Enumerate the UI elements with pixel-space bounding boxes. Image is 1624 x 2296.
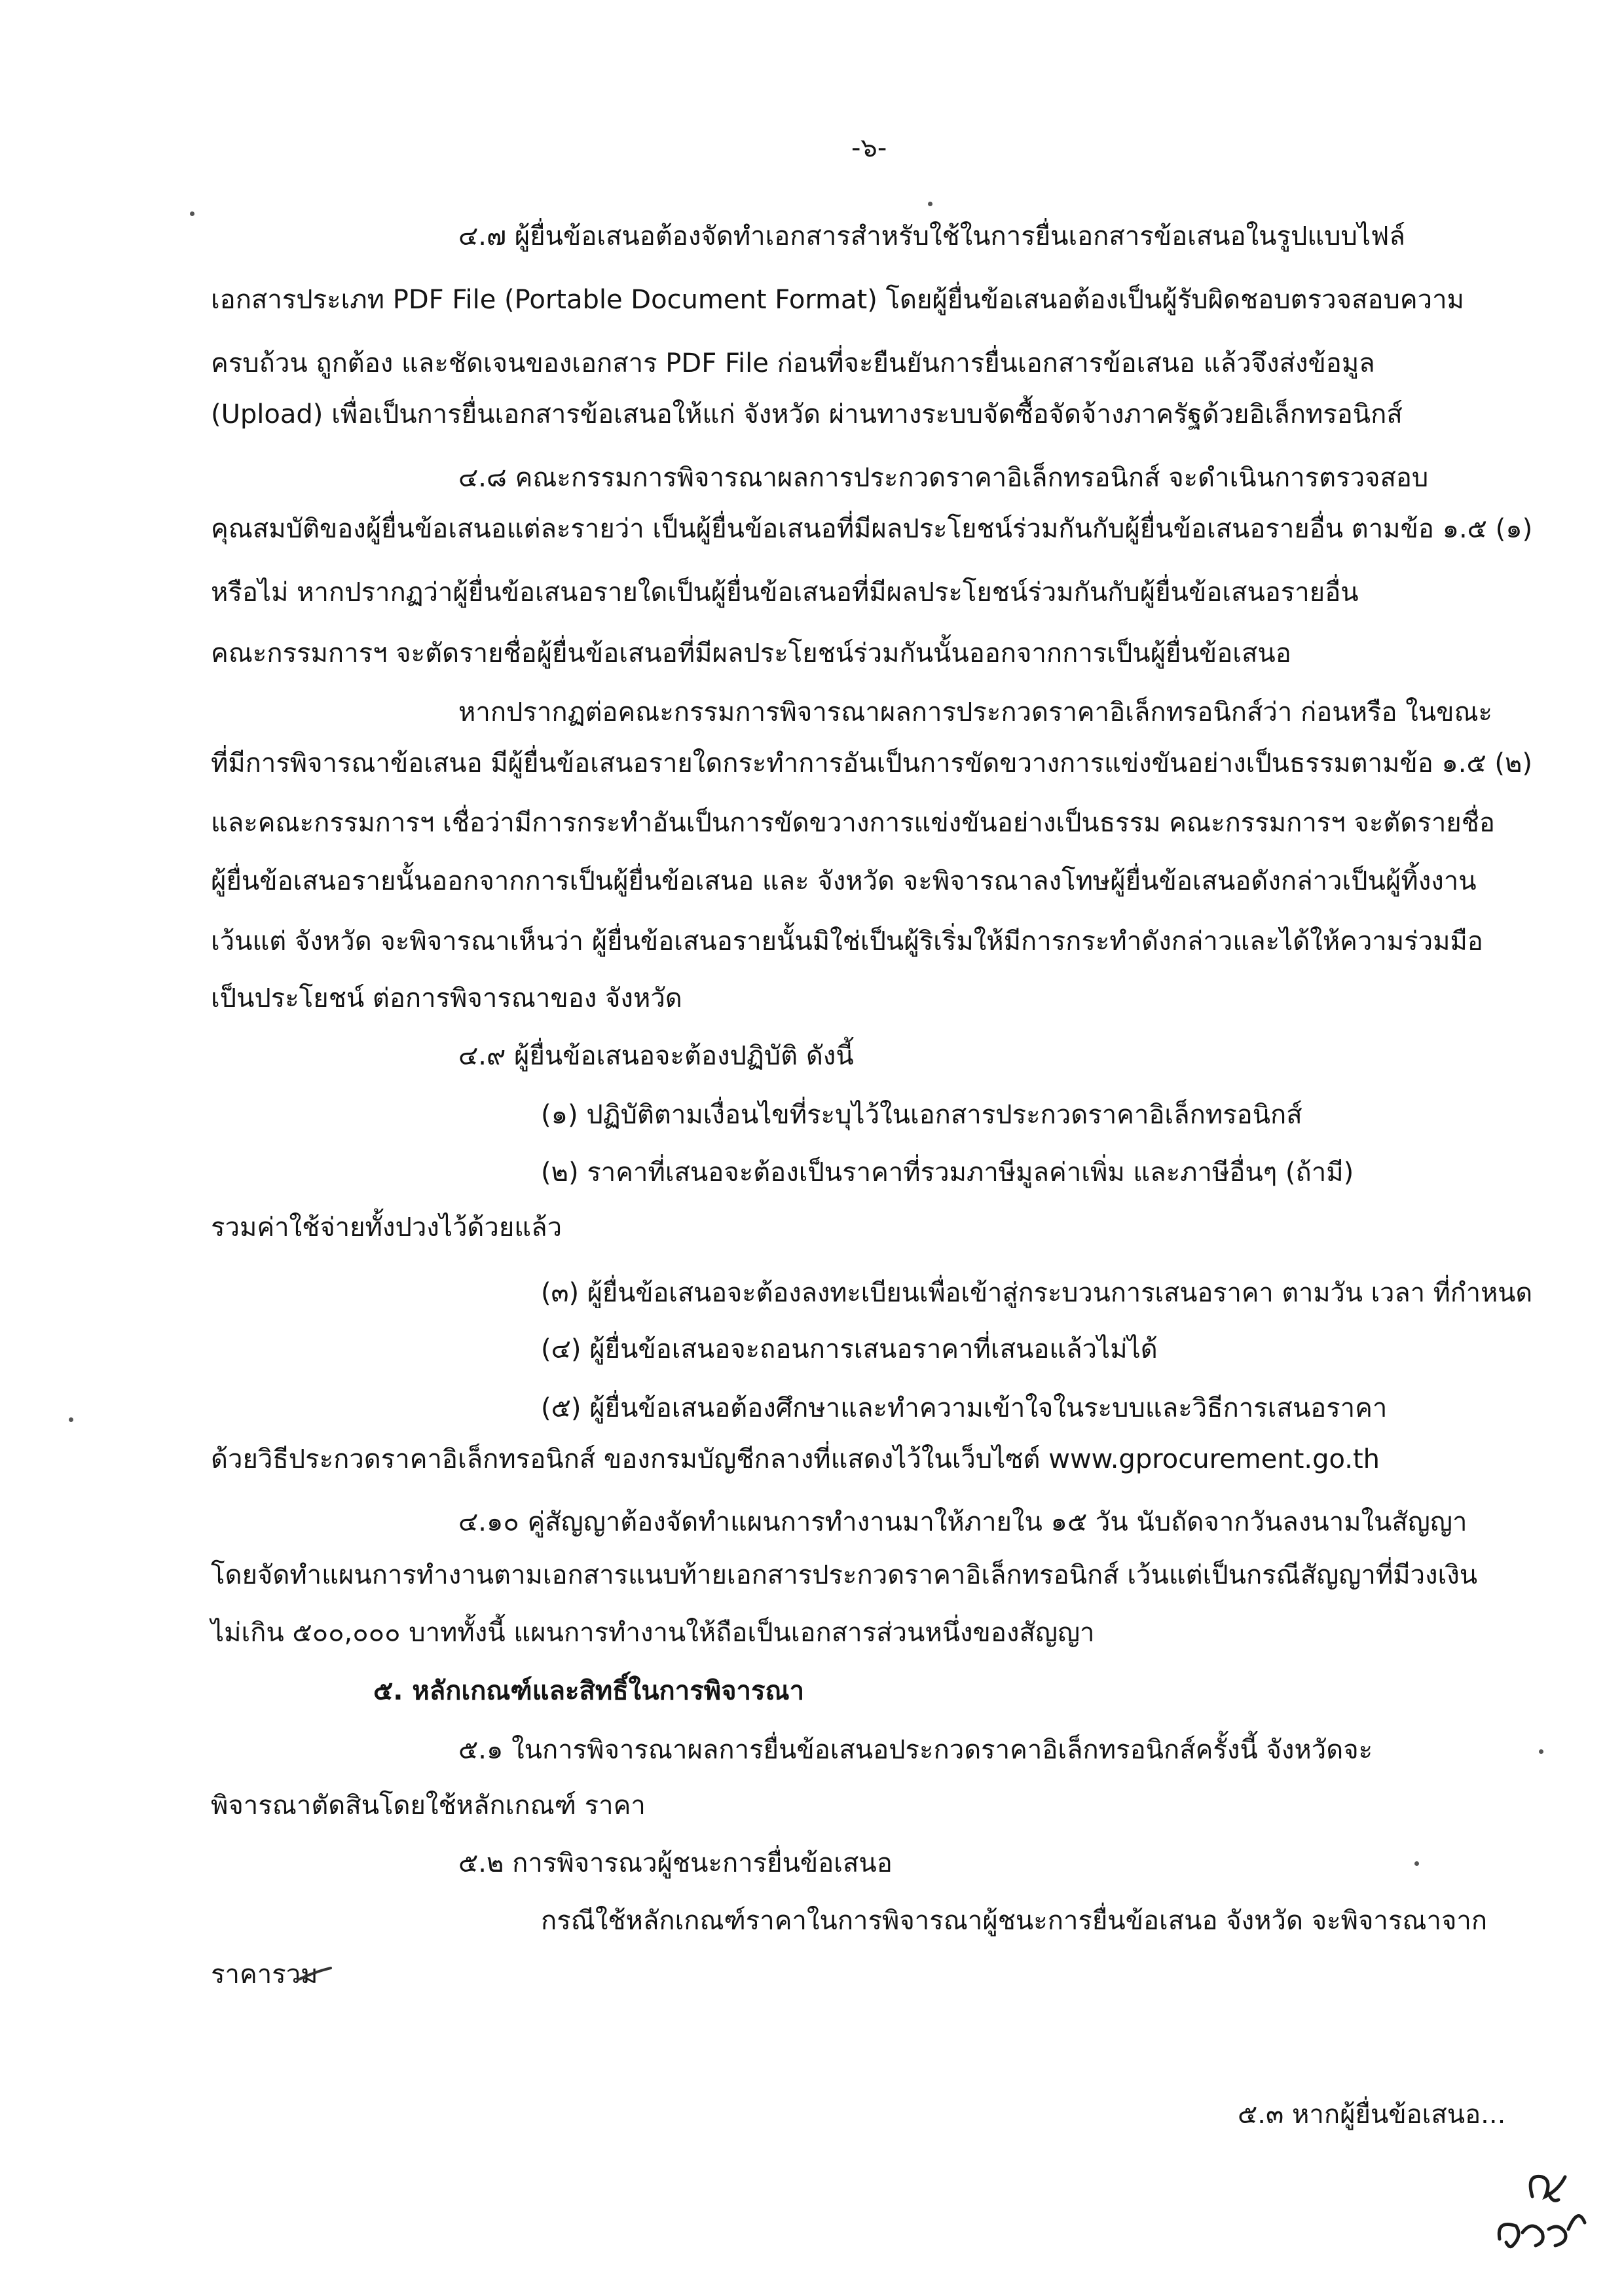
para-4-9-item-3: (๓) ผู้ยื่นข้อเสนอจะต้องลงทะเบียนเพื่อเข้าสู่กระบวนการเสนอราคา ตามวัน เวลา ที่กำหนด bbox=[541, 1278, 1533, 1308]
para-5-2-line-1: กรณีใช้หลักเกณฑ์ราคาในการพิจารณาผู้ชนะการยื่นข้อเสนอ จังหวัด จะพิจารณาจาก bbox=[541, 1906, 1488, 1936]
para-4-8b-line-2: ที่มีการพิจารณาข้อเสนอ มีผู้ยื่นข้อเสนอรายใดกระทำการอันเป็นการขัดขวางการแข่งขันอย่างเป็นธรรมตามข้อ ๑.๕ (๒) bbox=[211, 748, 1532, 778]
scan-mark bbox=[69, 1417, 73, 1422]
para-4-10-line-2: โดยจัดทำแผนการทำงานตามเอกสารแนบท้ายเอกสารประกวดราคาอิเล็กทรอนิกส์ เว้นแต่เป็นกรณีสัญญาที่มีวงเงิน bbox=[211, 1560, 1478, 1590]
para-5-1-line-2: พิจารณาตัดสินโดยใช้หลักเกณฑ์ ราคา bbox=[211, 1791, 646, 1821]
page-number: -๖- bbox=[851, 133, 887, 163]
para-4-8b-line-4: ผู้ยื่นข้อเสนอรายนั้นออกจากการเป็นผู้ยื่นข้อเสนอ และ จังหวัด จะพิจารณาลงโทษผู้ยื่นข้อเสนอดังกล่าวเป็นผู้ทิ้งงาน bbox=[211, 866, 1477, 896]
signature-initials bbox=[1486, 2167, 1591, 2265]
section-5-heading: ๕. หลักเกณฑ์และสิทธิ์ในการพิจารณา bbox=[373, 1676, 805, 1706]
para-4-10-line-3: ไม่เกิน ๕๐๐,๐๐๐ บาททั้งนี้ แผนการทำงานให้ถือเป็นเอกสารส่วนหนึ่งของสัญญา bbox=[211, 1618, 1095, 1648]
para-5-1-line-1: ๕.๑ ในการพิจารณาผลการยื่นข้อเสนอประกวดราคาอิเล็กทรอนิกส์ครั้งนี้ จังหวัดจะ bbox=[458, 1735, 1373, 1765]
scan-mark bbox=[1539, 1749, 1543, 1754]
para-4-8-line-1: ๔.๘ คณะกรรมการพิจารณาผลการประกวดราคาอิเล็กทรอนิกส์ จะดำเนินการตรวจสอบ bbox=[458, 463, 1429, 493]
para-4-8b-line-3: และคณะกรรมการฯ เชื่อว่ามีการกระทำอันเป็นการขัดขวางการแข่งขันอย่างเป็นธรรม คณะกรรมการฯ จะตัดรายชื่อ bbox=[211, 808, 1495, 838]
para-4-8-line-4: คณะกรรมการฯ จะตัดรายชื่อผู้ยื่นข้อเสนอที่มีผลประโยชน์ร่วมกันนั้นออกจากการเป็นผู้ยื่นข้อเสนอ bbox=[211, 638, 1291, 668]
para-4-10-line-1: ๔.๑๐ คู่สัญญาต้องจัดทำแผนการทำงานมาให้ภายใน ๑๕ วัน นับถัดจากวันลงนามในสัญญา bbox=[458, 1507, 1467, 1537]
para-4-9-item-5-cont: ด้วยวิธีประกวดราคาอิเล็กทรอนิกส์ ของกรมบัญชีกลางที่แสดงไว้ในเว็บไซต์ www.gprocurement.go.th bbox=[211, 1444, 1380, 1474]
para-4-9-item-4: (๔) ผู้ยื่นข้อเสนอจะถอนการเสนอราคาที่เสนอแล้วไม่ได้ bbox=[541, 1334, 1158, 1364]
para-4-8b-line-1: หากปรากฏต่อคณะกรรมการพิจารณาผลการประกวดราคาอิเล็กทรอนิกส์ว่า ก่อนหรือ ในขณะ bbox=[458, 697, 1493, 727]
para-4-7-line-3: ครบถ้วน ถูกต้อง และชัดเจนของเอกสาร PDF File ก่อนที่จะยืนยันการยื่นเอกสารข้อเสนอ แล้วจึงส่งข้อมูล bbox=[211, 348, 1375, 378]
para-4-8b-line-6: เป็นประโยชน์ ต่อการพิจารณาของ จังหวัด bbox=[211, 983, 682, 1013]
scan-mark bbox=[1414, 1861, 1419, 1866]
para-4-9-item-2-cont: รวมค่าใช้จ่ายทั้งปวงไว้ด้วยแล้ว bbox=[211, 1212, 563, 1243]
para-5-2-heading: ๕.๒ การพิจารณวผู้ชนะการยื่นข้อเสนอ bbox=[458, 1848, 893, 1878]
para-5-2-line-2: ราคารวม bbox=[211, 1959, 318, 1990]
scan-mark bbox=[928, 202, 932, 206]
para-4-8b-line-5: เว้นแต่ จังหวัด จะพิจารณาเห็นว่า ผู้ยื่นข้อเสนอรายนั้นมิใช่เป็นผู้ริเริ่มให้มีการกระทำดังกล่าวและได้ให้ความร่วมมือ bbox=[211, 926, 1483, 957]
para-4-9-heading: ๔.๙ ผู้ยื่นข้อเสนอจะต้องปฏิบัติ ดังนี้ bbox=[458, 1041, 854, 1071]
para-4-9-item-2: (๒) ราคาที่เสนอจะต้องเป็นราคาที่รวมภาษีมูลค่าเพิ่ม และภาษีอื่นๆ (ถ้ามี) bbox=[541, 1157, 1354, 1188]
para-4-7-line-2: เอกสารประเภท PDF File (Portable Document Format) โดยผู้ยื่นข้อเสนอต้องเป็นผู้รับผิดชอบตรวจสอบความ bbox=[211, 285, 1464, 315]
para-4-9-item-5: (๕) ผู้ยื่นข้อเสนอต้องศึกษาและทำความเข้าใจในระบบและวิธีการเสนอราคา bbox=[541, 1393, 1388, 1423]
para-4-8-line-3: หรือไม่ หากปรากฏว่าผู้ยื่นข้อเสนอรายใดเป็นผู้ยื่นข้อเสนอที่มีผลประโยชน์ร่วมกันกับผู้ยื่นข้อเสนอรายอื่น bbox=[211, 577, 1359, 608]
continuation-text: ๕.๓ หากผู้ยื่นข้อเสนอ... bbox=[1238, 2100, 1506, 2130]
para-4-8-line-2: คุณสมบัติของผู้ยื่นข้อเสนอแต่ละรายว่า เป็นผู้ยื่นข้อเสนอที่มีผลประโยชน์ร่วมกันกับผู้ยื่นข้อเสนอรายอื่น ตามข้อ ๑.๕ (๑) bbox=[211, 514, 1533, 544]
para-4-9-item-1: (๑) ปฏิบัติตามเงื่อนไขที่ระบุไว้ในเอกสารประกวดราคาอิเล็กทรอนิกส์ bbox=[541, 1100, 1302, 1130]
para-4-7-line-1: ๔.๗ ผู้ยื่นข้อเสนอต้องจัดทำเอกสารสำหรับใช้ในการยื่นเอกสารข้อเสนอในรูปแบบไฟล์ bbox=[458, 221, 1405, 251]
para-4-7-line-4: (Upload) เพื่อเป็นการยื่นเอกสารข้อเสนอให้แก่ จังหวัด ผ่านทางระบบจัดซื้อจัดจ้างภาครัฐด้วยอิเล็กทรอนิกส์ bbox=[211, 399, 1403, 429]
pen-stroke-mark bbox=[295, 1964, 334, 1984]
scan-mark bbox=[190, 211, 194, 216]
